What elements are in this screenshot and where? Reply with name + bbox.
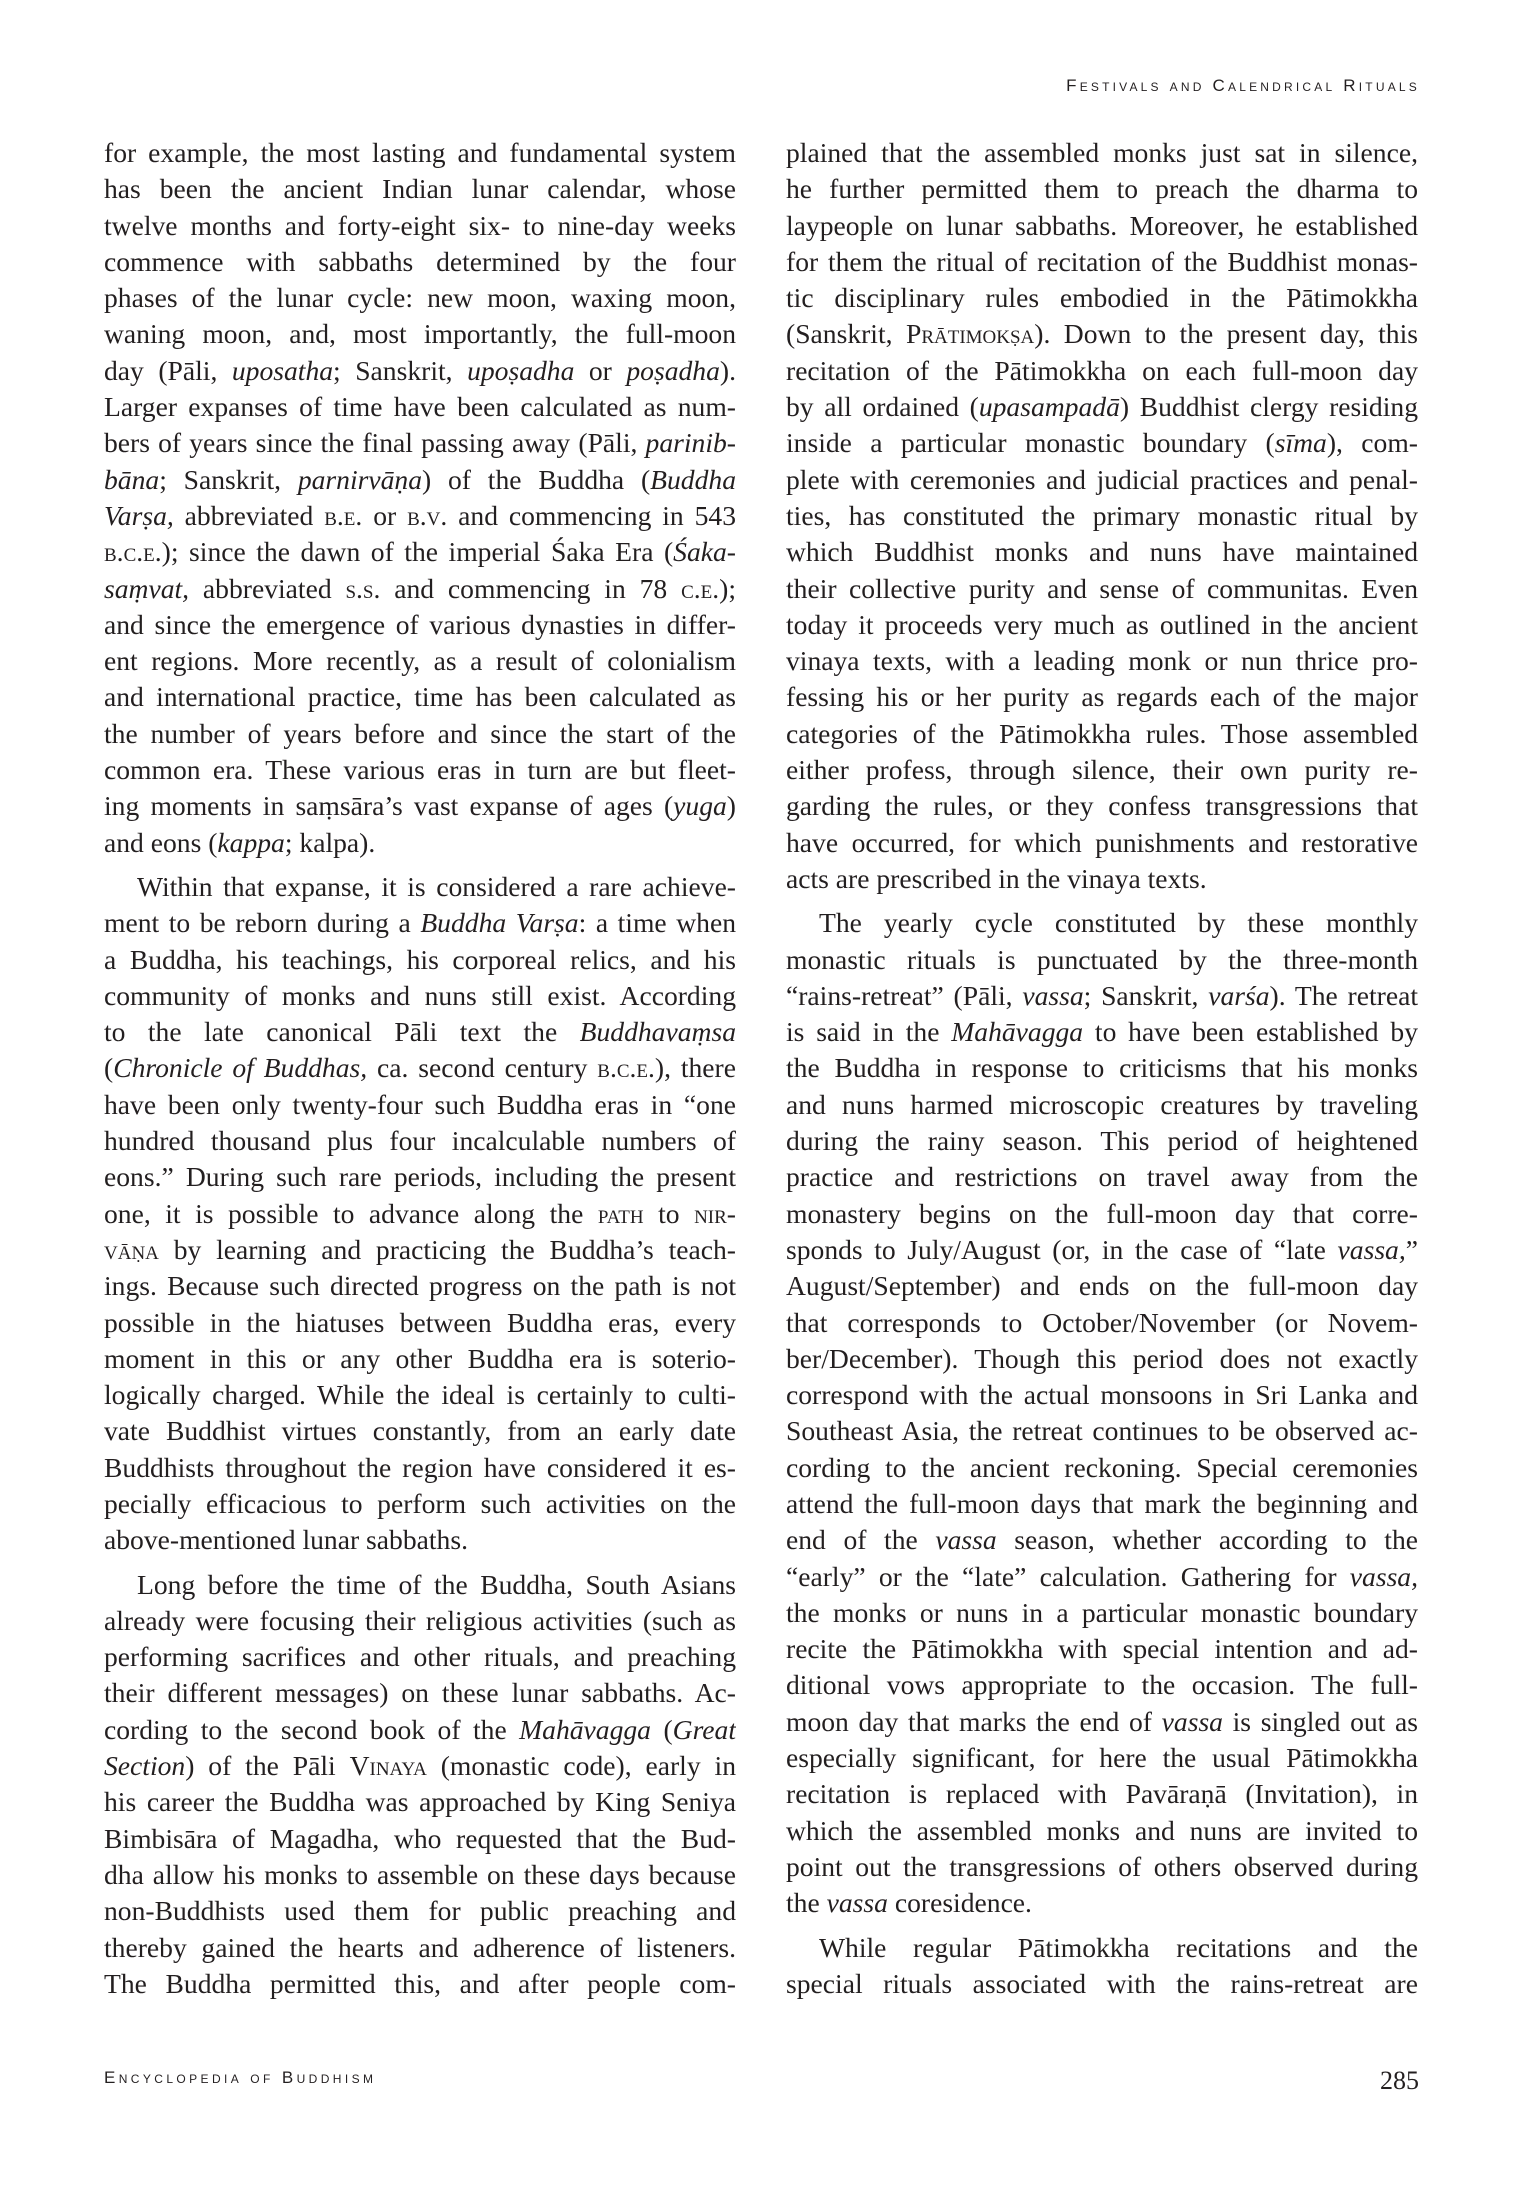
text-line [786, 316, 1418, 352]
text-run: tic disciplinary rules embodied in the Pātimokkha [786, 282, 1418, 314]
text-line [786, 1885, 1418, 1921]
text-line [786, 1849, 1418, 1885]
italic-term: Chronicle of Buddhas, [113, 1052, 368, 1084]
text-run: have occurred, for which punishments and restorative [786, 826, 1418, 858]
footer-book-title: Encyclopedia of Buddhism [104, 2068, 377, 2087]
text-run: community of monks and nuns still exist. According [104, 979, 736, 1011]
text-run: by all ordained ( [786, 391, 979, 423]
text-line [786, 942, 1418, 978]
text-run: end of the [786, 1524, 936, 1556]
text-line [104, 1748, 736, 1784]
text-run: eons.” During such rare periods, including the present [104, 1161, 736, 1193]
italic-term: yuga [673, 790, 727, 822]
text-run: season, whether according to the [996, 1524, 1418, 1556]
text-run: the Buddha in response to criticisms that his monks [786, 1052, 1418, 1084]
text-run: to [643, 1197, 695, 1229]
text-line [104, 1893, 736, 1929]
text-run: plete with ceremonies and judicial practices and penal- [786, 463, 1418, 495]
text-line [104, 208, 736, 244]
text-line [104, 280, 736, 316]
text-run: ; Sanskrit, [333, 354, 468, 386]
small-caps-term: c.e. [681, 572, 720, 604]
text-run: acts are prescribed in the vinaya texts. [786, 862, 1207, 894]
paragraph [786, 905, 1418, 1921]
italic-term: upasampadā [978, 391, 1120, 423]
text-run: which Buddhist monks and nuns have maintained [786, 536, 1418, 568]
text-run: to the late canonical Pāli text the [104, 1016, 580, 1048]
text-run: his career the Buddha was approached by King Seniya [104, 1786, 736, 1818]
text-run: for them the ritual of recitation of the Buddhist monas- [786, 245, 1418, 277]
text-line [786, 716, 1418, 752]
italic-term: varśa [1208, 979, 1270, 1011]
text-run: the [786, 1887, 827, 1919]
text-run: “early” or the “late” calculation. Gathering for [786, 1560, 1350, 1592]
text-run: and international practice, time has been calculated as [104, 681, 736, 713]
text-run: is said in the [786, 1016, 952, 1048]
text-line [104, 462, 736, 498]
text-run: August/September) and ends on the full-moon day [786, 1270, 1418, 1302]
italic-term: vassa, [1337, 1233, 1406, 1265]
left-column [104, 135, 736, 2010]
text-line [104, 1567, 736, 1603]
text-run: ). [719, 354, 736, 386]
text-line [104, 534, 736, 570]
text-run: one, it is possible to advance along the [104, 1197, 598, 1229]
paragraph [104, 135, 736, 861]
italic-term: Varṣa, [104, 499, 174, 531]
italic-term: uposatha [231, 354, 334, 386]
small-caps-term: vāṇa [104, 1233, 159, 1265]
italic-term: Buddha [650, 463, 736, 495]
text-run: ditional vows appropriate to the occasion. The full- [786, 1669, 1418, 1701]
text-run: ing moments in saṃsāra’s vast expanse of ages ( [104, 790, 674, 822]
text-line [104, 716, 736, 752]
text-run: categories of the Pātimokkha rules. Those assembled [786, 717, 1418, 749]
text-line [104, 1305, 736, 1341]
text-line [104, 1341, 736, 1377]
text-run: moment in this or any other Buddha era is soterio- [104, 1342, 736, 1374]
text-line [786, 978, 1418, 1014]
italic-term: parinib- [645, 427, 736, 459]
text-run: ), com- [1326, 427, 1418, 459]
text-run: practice and restrictions on travel away from the [786, 1161, 1418, 1193]
text-line [786, 353, 1418, 389]
text-line [104, 498, 736, 534]
text-run: hundred thousand plus four incalculable numbers of [104, 1125, 736, 1157]
text-run: twelve months and forty-eight six- to nine-day weeks [104, 209, 736, 241]
text-line [104, 1159, 736, 1195]
text-run: recitation is replaced with Pavāraṇā (Invitation), in [786, 1778, 1418, 1810]
text-run: waning moon, and, most importantly, the full-moon [104, 318, 736, 350]
italic-term: Śaka- [673, 536, 736, 568]
text-run: especially significant, for here the usual Pātimokkha [786, 1742, 1418, 1774]
text-line [786, 752, 1418, 788]
small-caps-term: b.c.e. [104, 536, 162, 568]
text-line [786, 1450, 1418, 1486]
text-run: above-mentioned lunar sabbaths. [104, 1524, 468, 1556]
text-run: Southeast Asia, the retreat continues to be observed ac- [786, 1415, 1418, 1447]
text-run: ties, has constituted the primary monastic ritual by [786, 499, 1418, 531]
text-run: cording to the ancient reckoning. Special ceremonies [786, 1451, 1418, 1483]
text-line [786, 905, 1418, 941]
text-run: pecially efficacious to perform such activities on the [104, 1487, 736, 1519]
italic-term: Great [672, 1713, 736, 1745]
text-run: ), there [654, 1052, 736, 1084]
text-line [786, 1595, 1418, 1631]
text-line [104, 1784, 736, 1820]
text-run: that corresponds to October/November (or Novem- [786, 1306, 1418, 1338]
text-run: their different messages) on these lunar sabbaths. Ac- [104, 1677, 736, 1709]
text-line [786, 1232, 1418, 1268]
italic-term: vassa, [1349, 1560, 1418, 1592]
text-run: phases of the lunar cycle: new moon, waxing moon, [104, 282, 736, 314]
text-run: common era. These various eras in turn are but fleet- [104, 754, 736, 786]
text-run: “rains-retreat” (Pāli, [786, 979, 1023, 1011]
text-run: correspond with the actual monsoons in Sri Lanka and [786, 1379, 1418, 1411]
text-line [104, 978, 736, 1014]
text-run: to have been established by [1083, 1016, 1418, 1048]
text-run: sponds to July/August (or, in the case of “late [786, 1233, 1338, 1265]
text-line [104, 1123, 736, 1159]
text-line [786, 571, 1418, 607]
text-line [104, 1377, 736, 1413]
text-run: abbreviated [189, 572, 346, 604]
running-head: Festivals and Calendrical Rituals [1066, 76, 1420, 95]
text-line [104, 1014, 736, 1050]
text-line [786, 607, 1418, 643]
text-line [786, 1050, 1418, 1086]
small-caps-term: Vinaya [349, 1750, 427, 1782]
text-line [104, 1522, 736, 1558]
small-caps-term: s.s. [345, 572, 381, 604]
text-run: Within that expanse, it is considered a rare achieve- [137, 870, 736, 902]
text-line [786, 643, 1418, 679]
text-run: the number of years before and since the start of the [104, 717, 736, 749]
italic-term: vassa [1161, 1705, 1223, 1737]
text-line [786, 1341, 1418, 1377]
text-line [786, 1377, 1418, 1413]
text-run: fessing his or her purity as regards each of the major [786, 681, 1418, 713]
text-run: Buddhists throughout the region have considered it es- [104, 1451, 736, 1483]
text-line [104, 1196, 736, 1232]
text-line [104, 607, 736, 643]
italic-term: sīma [1274, 427, 1327, 459]
text-run: garding the rules, or they confess transgressions that [786, 790, 1418, 822]
text-run: recitation of the Pātimokkha on each full-moon day [786, 354, 1418, 386]
text-run: logically charged. While the ideal is certainly to culti- [104, 1379, 736, 1411]
text-line [786, 1268, 1418, 1304]
italic-term: vassa [1022, 979, 1084, 1011]
italic-term: upoṣadha [467, 354, 575, 386]
text-run: or [574, 354, 627, 386]
text-run: performing sacrifices and other rituals, and preaching [104, 1641, 736, 1673]
italic-term: Buddha Varṣa [420, 907, 579, 939]
page-number: 285 [1380, 2066, 1419, 2095]
text-line [104, 389, 736, 425]
text-line [786, 679, 1418, 715]
text-line [104, 1232, 736, 1268]
text-line [104, 135, 736, 171]
text-run: day (Pāli, [104, 354, 232, 386]
text-line [786, 1123, 1418, 1159]
text-run: a Buddha, his teachings, his corporeal relics, and his [104, 943, 736, 975]
text-run: ); [719, 572, 736, 604]
text-line [786, 135, 1418, 171]
text-line [786, 1196, 1418, 1232]
text-line [104, 1639, 736, 1675]
text-run: and since the emergence of various dynasties in differ- [104, 608, 736, 640]
text-line [786, 280, 1418, 316]
text-line [786, 1930, 1418, 1966]
text-run: have been only twenty-four such Buddha eras in “one [104, 1088, 736, 1120]
right-column [786, 135, 1418, 2010]
text-line [104, 1087, 736, 1123]
small-caps-term: nir- [694, 1197, 736, 1229]
text-line [104, 643, 736, 679]
text-line [104, 825, 736, 861]
text-run: special rituals associated with the rains-retreat are [786, 1967, 1418, 1999]
text-run: ) of the Pāli [185, 1750, 350, 1782]
text-line [786, 861, 1418, 897]
text-line [104, 905, 736, 941]
text-run: and commencing in 543 [447, 499, 736, 531]
text-run: ) of the Buddha ( [422, 463, 651, 495]
text-run: While regular Pātimokkha recitations and the [819, 1931, 1418, 1963]
text-run: ment to be reborn during a [104, 907, 421, 939]
text-run: laypeople on lunar sabbaths. Moreover, he established [786, 209, 1418, 241]
text-line [104, 679, 736, 715]
text-run: ings. Because such directed progress on the path is not [104, 1270, 736, 1302]
italic-term: saṃvat, [104, 572, 190, 604]
text-run: recite the Pātimokkha with special intention and ad- [786, 1633, 1418, 1665]
text-line [786, 1413, 1418, 1449]
paragraph [786, 135, 1418, 897]
text-run: for example, the most lasting and fundamental system [104, 137, 736, 168]
text-run: inside a particular monastic boundary ( [786, 427, 1275, 459]
text-run: during the rainy season. This period of heightened [786, 1125, 1418, 1157]
text-line [786, 244, 1418, 280]
text-line [104, 1050, 736, 1086]
text-run: either profess, through silence, their own purity re- [786, 754, 1418, 786]
small-caps-term: b.e. [324, 499, 363, 531]
text-line [786, 1704, 1418, 1740]
text-run: Long before the time of the Buddha, South Asians [137, 1568, 736, 1600]
text-run: ent regions. More recently, as a result of colonialism [104, 645, 736, 677]
text-run: (monastic code), early in [426, 1750, 736, 1782]
text-line [104, 353, 736, 389]
text-run: ); since the dawn of the imperial Śaka Era ( [161, 536, 674, 568]
text-line [786, 1776, 1418, 1812]
text-run: ” [1405, 1233, 1418, 1265]
text-run: ; kalpa). [284, 826, 376, 858]
text-line [104, 942, 736, 978]
text-line [786, 1813, 1418, 1849]
paragraph [104, 1567, 736, 2003]
text-line [786, 171, 1418, 207]
text-line [786, 389, 1418, 425]
text-run: coresidence. [887, 1887, 1032, 1919]
text-run: and commencing in 78 [380, 572, 682, 604]
text-line [786, 1631, 1418, 1667]
text-run: ) Buddhist clergy residing [1119, 391, 1418, 423]
text-run: Bimbisāra of Magadha, who requested that the Bud- [104, 1822, 736, 1854]
text-run: ; Sanskrit, [1083, 979, 1209, 1011]
italic-term: Section [104, 1750, 186, 1782]
text-run: he further permitted them to preach the dharma to [786, 173, 1418, 205]
text-line [786, 1014, 1418, 1050]
text-run: ). The retreat [1269, 979, 1418, 1011]
text-run: has been the ancient Indian lunar calendar, whose [104, 173, 736, 205]
text-line [786, 1559, 1418, 1595]
text-line [786, 534, 1418, 570]
text-run: The Buddha permitted this, and after people com- [104, 1967, 736, 1999]
italic-term: bāna [104, 463, 160, 495]
text-line [104, 1712, 736, 1748]
text-line [104, 1268, 736, 1304]
text-run: ca. second century [367, 1052, 598, 1084]
text-run: already were focusing their religious activities (such as [104, 1604, 736, 1636]
text-line [786, 1740, 1418, 1776]
text-run: cording to the second book of the [104, 1713, 520, 1745]
italic-term: vassa [935, 1524, 997, 1556]
text-run: ( [104, 1052, 114, 1084]
text-run: moon day that marks the end of [786, 1705, 1162, 1737]
small-caps-term: path [597, 1197, 644, 1229]
text-run: commence with sabbaths determined by the four [104, 245, 736, 277]
text-line [104, 1821, 736, 1857]
text-line [104, 316, 736, 352]
text-line [786, 498, 1418, 534]
text-line [104, 869, 736, 905]
text-run: is singled out as [1222, 1705, 1418, 1737]
text-line [104, 1966, 736, 2002]
text-line [104, 752, 736, 788]
text-run: The yearly cycle constituted by these monthly [819, 907, 1418, 939]
text-run: non-Buddhists used them for public preaching and [104, 1895, 736, 1927]
text-line [786, 425, 1418, 461]
text-line [104, 1930, 736, 1966]
paragraph [786, 1930, 1418, 2003]
text-run: ber/December). Though this period does not exactly [786, 1342, 1418, 1374]
small-caps-term: b.v. [407, 499, 448, 531]
text-line [104, 1857, 736, 1893]
text-line [104, 571, 736, 607]
text-line [104, 1413, 736, 1449]
text-line [104, 171, 736, 207]
text-run: vate Buddhist virtues constantly, from an early date [104, 1415, 736, 1447]
text-line [104, 1675, 736, 1711]
text-run: : a time when [578, 907, 736, 939]
text-run: ). Down to the present day, this [1034, 318, 1418, 350]
text-line [786, 462, 1418, 498]
text-run: their collective purity and sense of communitas. Even [786, 572, 1418, 604]
italic-term: vassa [826, 1887, 888, 1919]
text-run: and nuns harmed microscopic creatures by traveling [786, 1088, 1418, 1120]
text-run: dha allow his monks to assemble on these days because [104, 1858, 736, 1890]
text-run: attend the full-moon days that mark the beginning and [786, 1487, 1418, 1519]
italic-term: parnirvāṇa [297, 463, 422, 495]
text-run: abbreviated [173, 499, 325, 531]
text-line [786, 1667, 1418, 1703]
text-run: point out the transgressions of others observed during [786, 1850, 1418, 1882]
text-run: Larger expanses of time have been calculated as num- [104, 391, 736, 423]
italic-term: kappa [217, 826, 285, 858]
text-line [786, 1305, 1418, 1341]
text-line [786, 1486, 1418, 1522]
text-run: today it proceeds very much as outlined in the ancient [786, 608, 1418, 640]
text-line [104, 244, 736, 280]
text-run: ; Sanskrit, [159, 463, 298, 495]
text-run: ( [650, 1713, 673, 1745]
small-caps-term: b.c.e. [597, 1052, 655, 1084]
text-run: the monks or nuns in a particular monastic boundary [786, 1596, 1418, 1628]
text-run: which the assembled monks and nuns are invited to [786, 1814, 1418, 1846]
text-run: ) [726, 790, 736, 822]
text-line [104, 788, 736, 824]
italic-term: Mahāvagga [951, 1016, 1084, 1048]
italic-term: poṣadha [626, 354, 720, 386]
text-line [786, 788, 1418, 824]
paragraph [104, 869, 736, 1559]
text-line [786, 1522, 1418, 1558]
text-run: or [362, 499, 408, 531]
text-run: bers of years since the final passing away (Pāli, [104, 427, 646, 459]
text-line [786, 825, 1418, 861]
text-run: vinaya texts, with a leading monk or nun thrice pro- [786, 645, 1418, 677]
text-line [104, 425, 736, 461]
text-run: thereby gained the hearts and adherence of listeners. [104, 1931, 736, 1963]
text-run: monastery begins on the full-moon day that corre- [786, 1197, 1418, 1229]
text-run: (Sanskrit, [786, 318, 906, 350]
italic-term: Mahāvagga [519, 1713, 651, 1745]
text-line [104, 1450, 736, 1486]
text-run: and eons ( [104, 826, 218, 858]
text-line [104, 1603, 736, 1639]
text-run: plained that the assembled monks just sat in silence, [786, 137, 1418, 168]
text-line [104, 1486, 736, 1522]
text-run: possible in the hiatuses between Buddha eras, every [104, 1306, 736, 1338]
italic-term: Buddhavaṃsa [579, 1016, 736, 1048]
text-line [786, 208, 1418, 244]
text-line [786, 1966, 1418, 2002]
text-run: by learning and practicing the Buddha’s teach- [158, 1233, 736, 1265]
text-run: monastic rituals is punctuated by the three-month [786, 943, 1418, 975]
text-line [786, 1087, 1418, 1123]
small-caps-term: Prātimokṣa [905, 318, 1035, 350]
text-line [786, 1159, 1418, 1195]
